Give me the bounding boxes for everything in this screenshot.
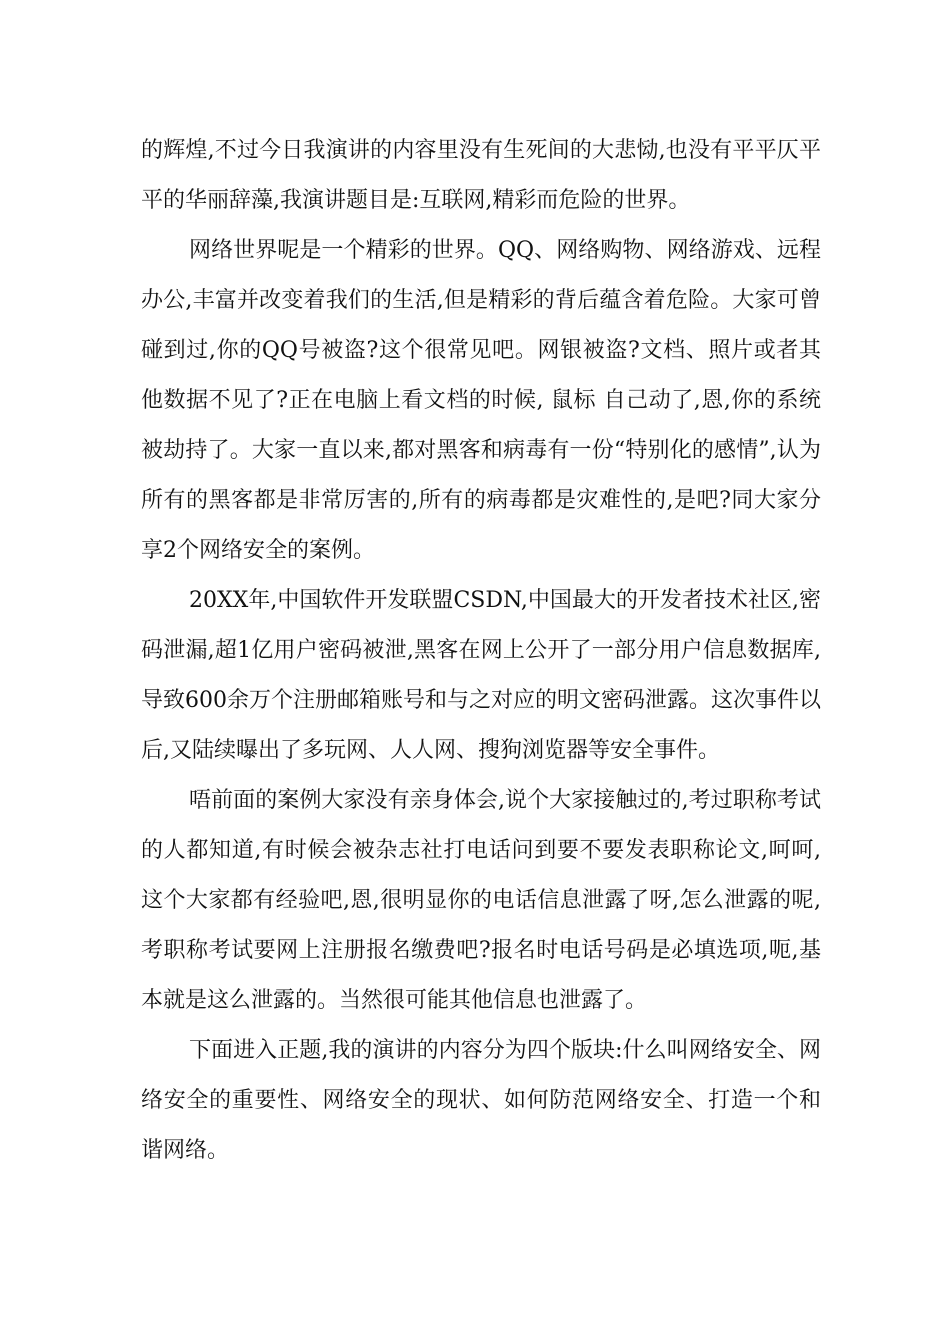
paragraph-continued: 的辉煌,不过今日我演讲的内容里没有生死间的大悲恸,也没有平平仄平平的华丽辞藻,我演讲题目是:互联网,精彩而危险的世界。 xyxy=(141,138,821,213)
paragraph: 20XX年,中国软件开发联盟CSDN,中国最大的开发者技术社区,密码泄漏,超1亿用户密码被泄,黑客在网上公开了一部分用户信息数据库,导致600余万个注册邮箱账号和与之对应的明文密码泄露。这次事件以后,又陆续曝出了多玩网、人人网、搜狗浏览器等安全事件。 xyxy=(141,588,821,763)
document-body xyxy=(141,126,821,1176)
paragraph: 网络世界呢是一个精彩的世界。QQ、网络购物、网络游戏、远程办公,丰富并改变着我们的生活,但是精彩的背后蕴含着危险。大家可曾碰到过,你的QQ号被盗?这个很常见吧。网银被盗?文档、照片或者其他数据不见了?正在电脑上看文档的时候, 鼠标 自己动了,恩,你的系统被劫持了。大家一直以来,都对黑客和病毒有一份“特别化的感情”,认为所有的黑客都是非常厉害的,所有的病毒都是灾难性的,是吧?同大家分享2个网络安全的案例。 xyxy=(141,238,821,563)
paragraph: 唔前面的案例大家没有亲身体会,说个大家接触过的,考过职称考试的人都知道,有时候会被杂志社打电话问到要不要发表职称论文,呵呵,这个大家都有经验吧,恩,很明显你的电话信息泄露了呀,怎么泄露的呢,考职称考试要网上注册报名缴费吧?报名时电话号码是必填选项,呃,基本就是这么泄露的。当然很可能其他信息也泄露了。 xyxy=(141,788,821,1013)
paragraph: 下面进入正题,我的演讲的内容分为四个版块:什么叫网络安全、网络安全的重要性、网络安全的现状、如何防范网络安全、打造一个和谐网络。 xyxy=(141,1038,821,1163)
